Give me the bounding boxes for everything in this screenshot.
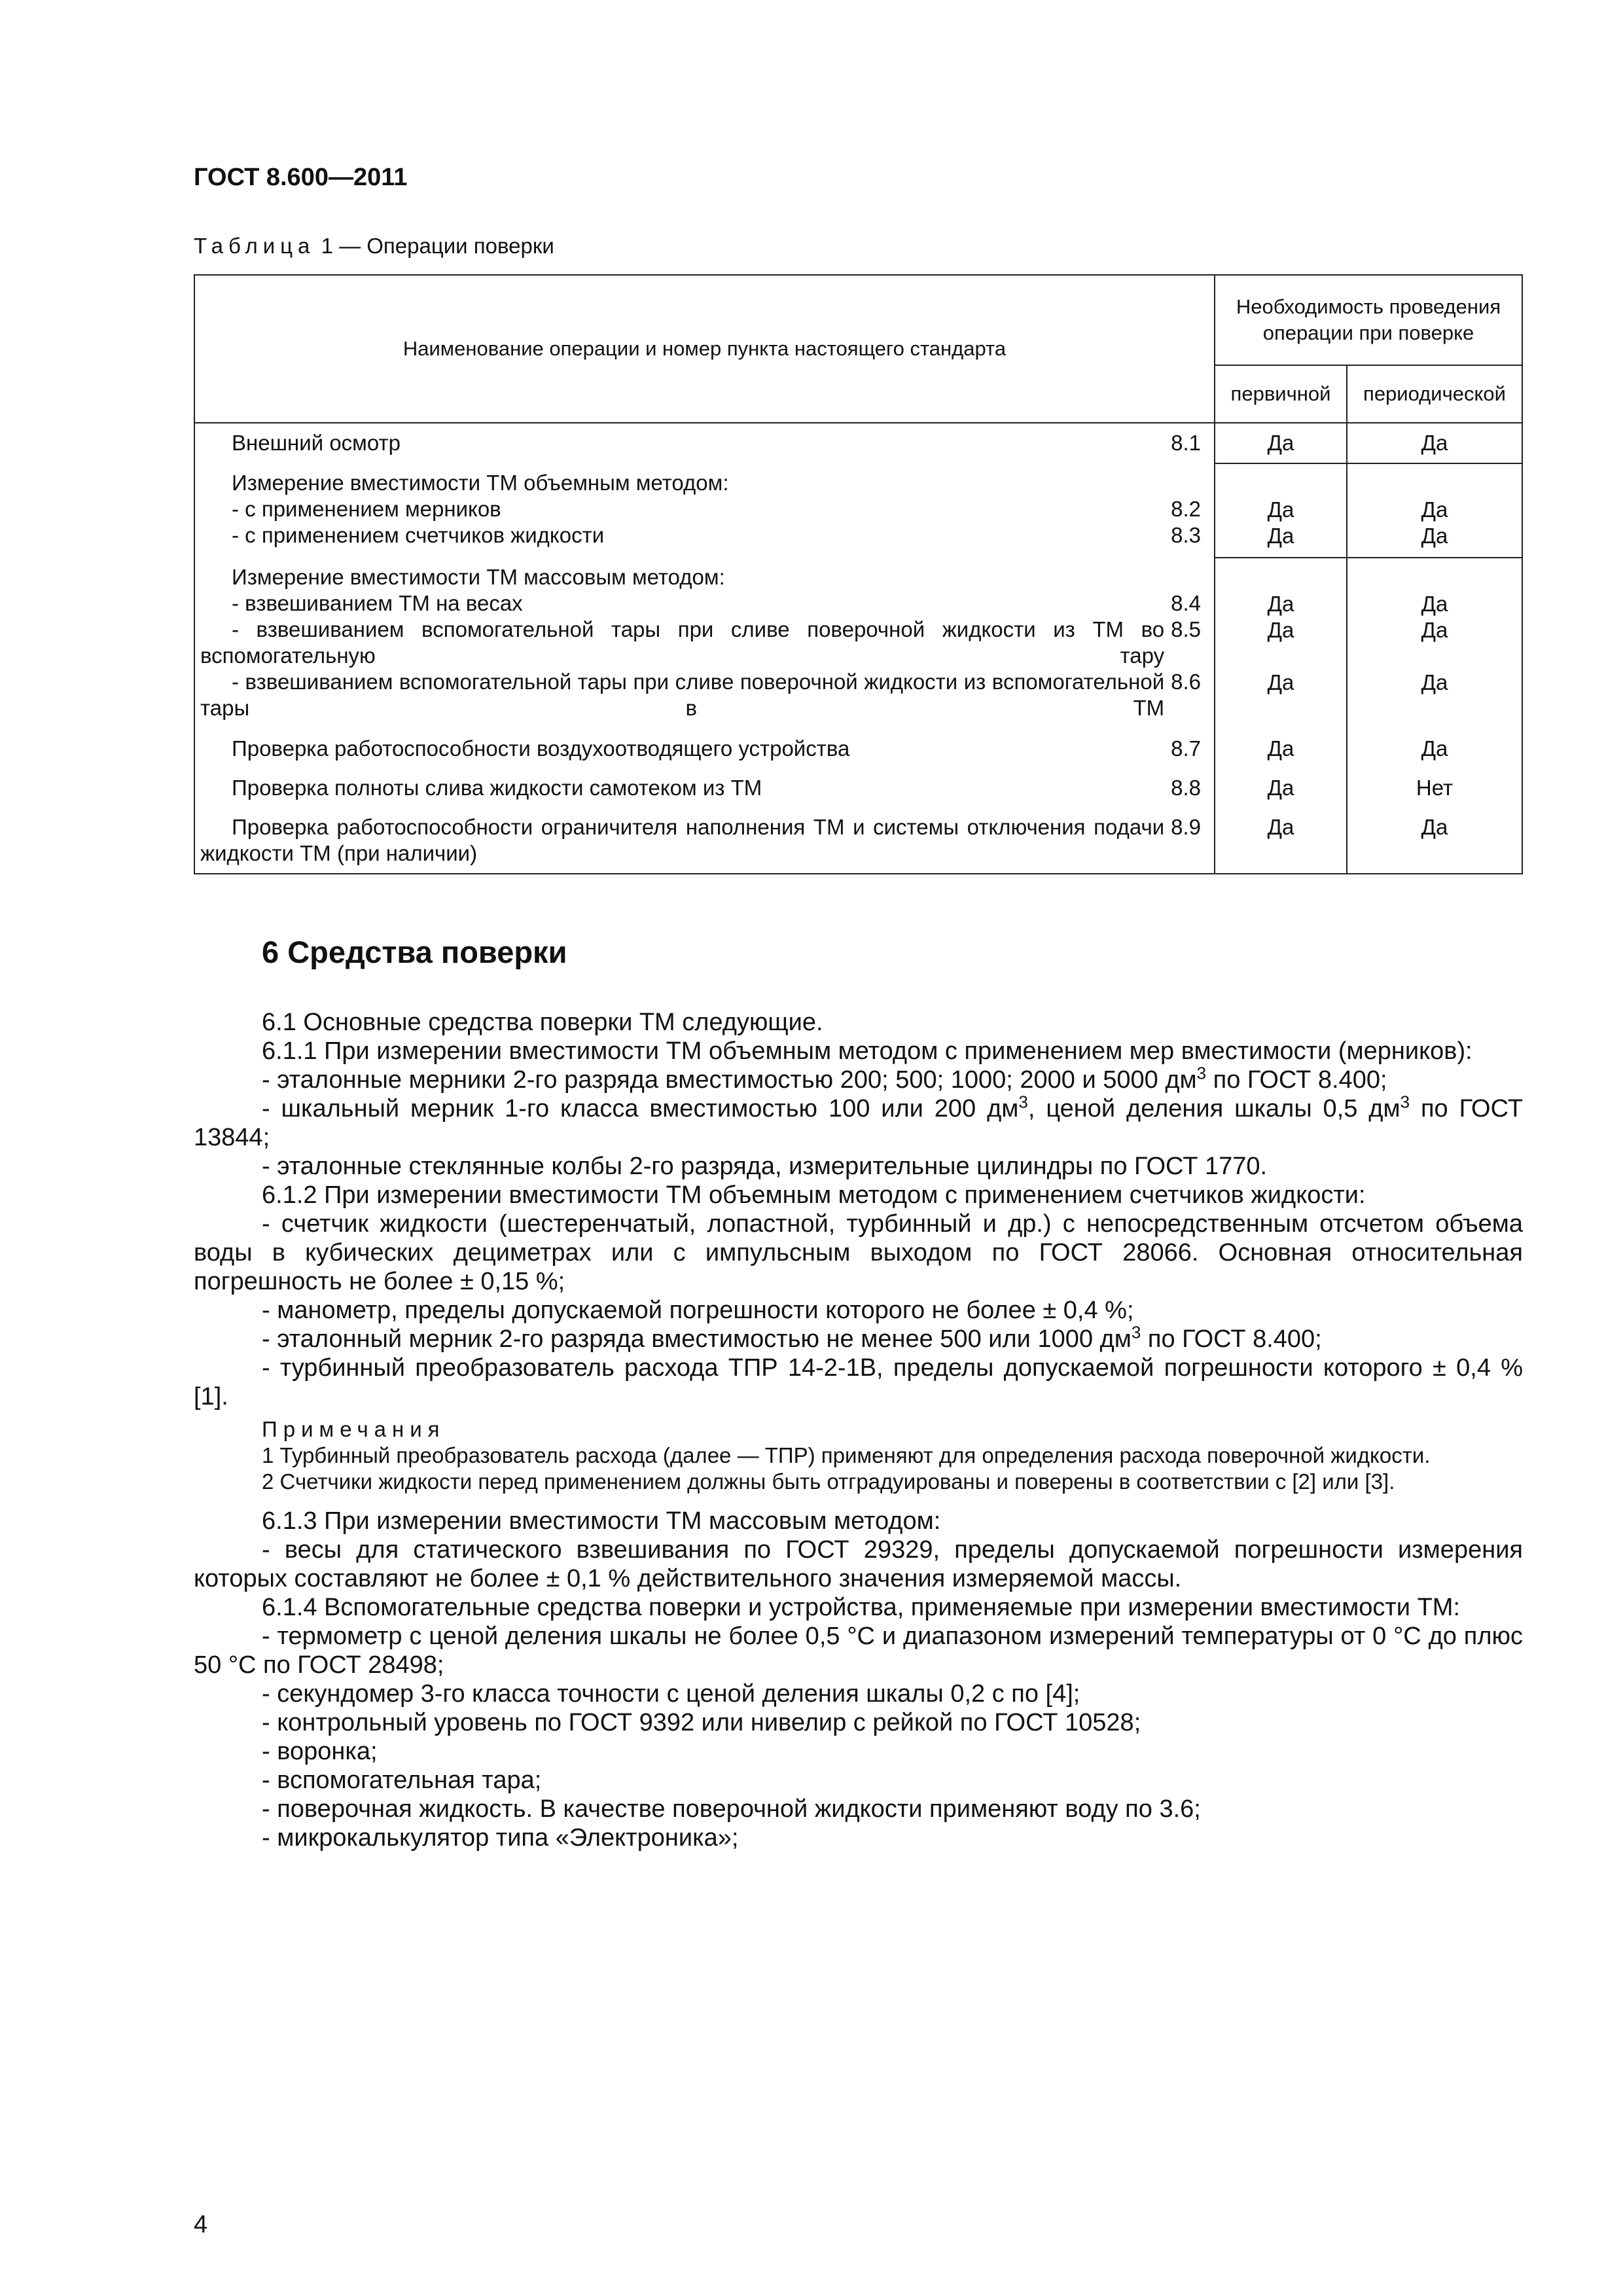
list-item: - поверочная жидкость. В качестве поверочной жидкости применяют воду по 3.6; bbox=[262, 1795, 1201, 1823]
list-item: - манометр, пределы допускаемой погрешности которого не более ± 0,4 %; bbox=[262, 1297, 1134, 1324]
periodic-value: Да bbox=[1421, 497, 1448, 522]
operation-name: - взвешиванием вспомогательной тары при сливе поверочной жидкости из ТМ во вспомогательную тару bbox=[200, 617, 1165, 668]
list-item: - счетчик жидкости (шестеренчатый, лопастной, турбинный и др.) с непосредственным отсчетом объема воды в кубических дециметрах или с импульсным выходом по ГОСТ 28066. Основная относительная погрешность не более ± 0,15 %; bbox=[194, 1210, 1523, 1295]
table-row bbox=[194, 463, 1522, 558]
operation-name: Проверка работоспособности ограничителя наполнения ТМ и системы отключения подачи жидкости ТМ (при наличии) bbox=[200, 815, 1165, 865]
paragraph: 6.1.1 При измерении вместимости ТМ объемным методом с применением мер вместимости (мерников): bbox=[262, 1037, 1472, 1065]
list-item: - вспомогательная тара; bbox=[262, 1767, 542, 1794]
superscript: 3 bbox=[1196, 1063, 1207, 1083]
text-run: по ГОСТ 8.400; bbox=[1206, 1066, 1387, 1094]
primary-value: Да bbox=[1267, 524, 1294, 548]
primary-value: Да bbox=[1267, 815, 1294, 839]
periodic-value: Нет bbox=[1416, 776, 1454, 800]
table-row bbox=[194, 423, 1522, 463]
clause-number: 8.8 bbox=[1171, 776, 1201, 800]
paragraph: 6.1.2 При измерении вместимости ТМ объемным методом с применением счетчиков жидкости: bbox=[262, 1181, 1366, 1209]
page-number: 4 bbox=[194, 2211, 208, 2238]
periodic-value: Да bbox=[1421, 618, 1448, 642]
table-row bbox=[194, 729, 1522, 768]
table-caption bbox=[194, 234, 554, 259]
operation-name: - взвешиванием вспомогательной тары при сливе поверочной жидкости из вспомогательной тары в ТМ bbox=[200, 670, 1165, 720]
document-header: ГОСТ 8.600—2011 bbox=[194, 164, 408, 191]
note: 1 Турбинный преобразователь расхода (далее — ТПР) применяют для определения расхода поверочной жидкости. bbox=[262, 1443, 1431, 1467]
section-body bbox=[194, 1008, 1523, 1852]
clause-number: 8.9 bbox=[1171, 815, 1201, 839]
clause-number: 8.3 bbox=[1171, 523, 1201, 547]
operation-group-title: Измерение вместимости ТМ массовым методом: bbox=[232, 565, 725, 589]
primary-value: Да bbox=[1267, 431, 1294, 455]
table-row bbox=[194, 768, 1522, 808]
clause-number: 8.6 bbox=[1171, 670, 1201, 694]
list-item: - эталонные стеклянные колбы 2-го разряда, измерительные цилиндры по ГОСТ 1770. bbox=[262, 1153, 1268, 1180]
operation-name: Внешний осмотр bbox=[232, 431, 401, 455]
operation-name: - взвешиванием ТМ на весах bbox=[232, 591, 523, 615]
list-item: - контрольный уровень по ГОСТ 9392 или нивелир с рейкой по ГОСТ 10528; bbox=[262, 1709, 1141, 1736]
periodic-value: Да bbox=[1421, 524, 1448, 548]
clause-number: 8.2 bbox=[1171, 497, 1201, 521]
primary-value: Да bbox=[1267, 670, 1294, 694]
list-item: - секундомер 3-го класса точности с ценой деления шкалы 0,2 с по [4]; bbox=[262, 1680, 1080, 1708]
paragraph: 6.1.4 Вспомогательные средства поверки и устройства, применяемые при измерении вместимости ТМ: bbox=[262, 1594, 1461, 1621]
periodic-value: Да bbox=[1421, 592, 1448, 616]
periodic-value: Да bbox=[1421, 815, 1448, 839]
clause-number: 8.4 bbox=[1171, 591, 1201, 615]
clause-number: 8.7 bbox=[1171, 736, 1201, 761]
periodic-value: Да bbox=[1421, 431, 1448, 455]
text-run: , ценой деления шкалы 0,5 дм bbox=[1027, 1095, 1400, 1122]
operation-name: Проверка полноты слива жидкости самотеком из ТМ bbox=[232, 776, 762, 800]
superscript: 3 bbox=[1018, 1092, 1028, 1112]
text-run: - эталонные мерники 2-го разряда вместимостью 200; 500; 1000; 2000 и 5000 дм bbox=[262, 1066, 1197, 1094]
col-header-periodic: периодической bbox=[1347, 365, 1522, 423]
primary-value: Да bbox=[1267, 618, 1294, 642]
list-item: - турбинный преобразователь расхода ТПР 14-2-1В, пределы допускаемой погрешности которого ± 0,4 % [1]. bbox=[194, 1354, 1523, 1410]
periodic-value: Да bbox=[1421, 670, 1448, 694]
superscript: 3 bbox=[1131, 1322, 1141, 1342]
primary-value: Да bbox=[1267, 592, 1294, 616]
text-run: - шкальный мерник 1-го класса вместимостью 100 или 200 дм bbox=[262, 1095, 1019, 1122]
text-run: по ГОСТ 13844; bbox=[194, 1095, 1523, 1151]
text-run: по ГОСТ 8.400; bbox=[1141, 1325, 1322, 1353]
paragraph: 6.1 Основные средства поверки ТМ следующие. bbox=[262, 1009, 823, 1036]
list-item: - весы для статического взвешивания по ГОСТ 29329, пределы допускаемой погрешности измерения которых составляют не более ± 0,1 % действительного значения измеряемой массы. bbox=[194, 1536, 1523, 1592]
section-title: 6 Средства поверки bbox=[262, 935, 567, 969]
table-row bbox=[194, 558, 1522, 729]
superscript: 3 bbox=[1400, 1092, 1410, 1112]
col-header-primary: первичной bbox=[1215, 365, 1347, 423]
list-item: - воронка; bbox=[262, 1738, 378, 1765]
operation-name: Проверка работоспособности воздухоотводящего устройства bbox=[232, 736, 850, 761]
operation-name: - с применением мерников bbox=[232, 497, 501, 521]
text-run: - эталонный мерник 2-го разряда вместимостью не менее 500 или 1000 дм bbox=[262, 1325, 1132, 1353]
operations-table bbox=[194, 274, 1523, 874]
paragraph: 6.1.3 При измерении вместимости ТМ массовым методом: bbox=[262, 1507, 941, 1535]
primary-value: Да bbox=[1267, 497, 1294, 522]
operation-group-title: Измерение вместимости ТМ объемным методом: bbox=[232, 471, 729, 495]
table-row bbox=[194, 808, 1522, 874]
list-item bbox=[194, 1063, 1523, 1094]
list-item bbox=[194, 1322, 1523, 1354]
periodic-value: Да bbox=[1421, 736, 1448, 761]
primary-value: Да bbox=[1267, 736, 1294, 761]
operation-name: - с применением счетчиков жидкости bbox=[232, 523, 605, 547]
list-item bbox=[194, 1094, 1523, 1152]
clause-number: 8.1 bbox=[1171, 431, 1201, 455]
notes-block bbox=[194, 1416, 1523, 1495]
list-item: - микрокалькулятор типа «Электроника»; bbox=[262, 1824, 739, 1852]
col-header-necessity: Необходимость проведения операции при поверке bbox=[1215, 275, 1522, 365]
table-caption-label: Таблица bbox=[194, 234, 315, 258]
table-caption-text: 1 — Операции поверки bbox=[321, 234, 554, 258]
note: 2 Счетчики жидкости перед применением должны быть отградуированы и поверены в соответствии с [2] или [3]. bbox=[262, 1469, 1395, 1494]
clause-number: 8.5 bbox=[1171, 617, 1201, 641]
primary-value: Да bbox=[1267, 776, 1294, 800]
notes-title: Примечания bbox=[262, 1417, 446, 1441]
list-item: - термометр с ценой деления шкалы не более 0,5 °С и диапазоном измерений температуры от 0 °С до плюс 50 °С по ГОСТ 28498; bbox=[194, 1623, 1523, 1679]
col-header-operation: Наименование операции и номер пункта настоящего стандарта bbox=[194, 275, 1215, 423]
